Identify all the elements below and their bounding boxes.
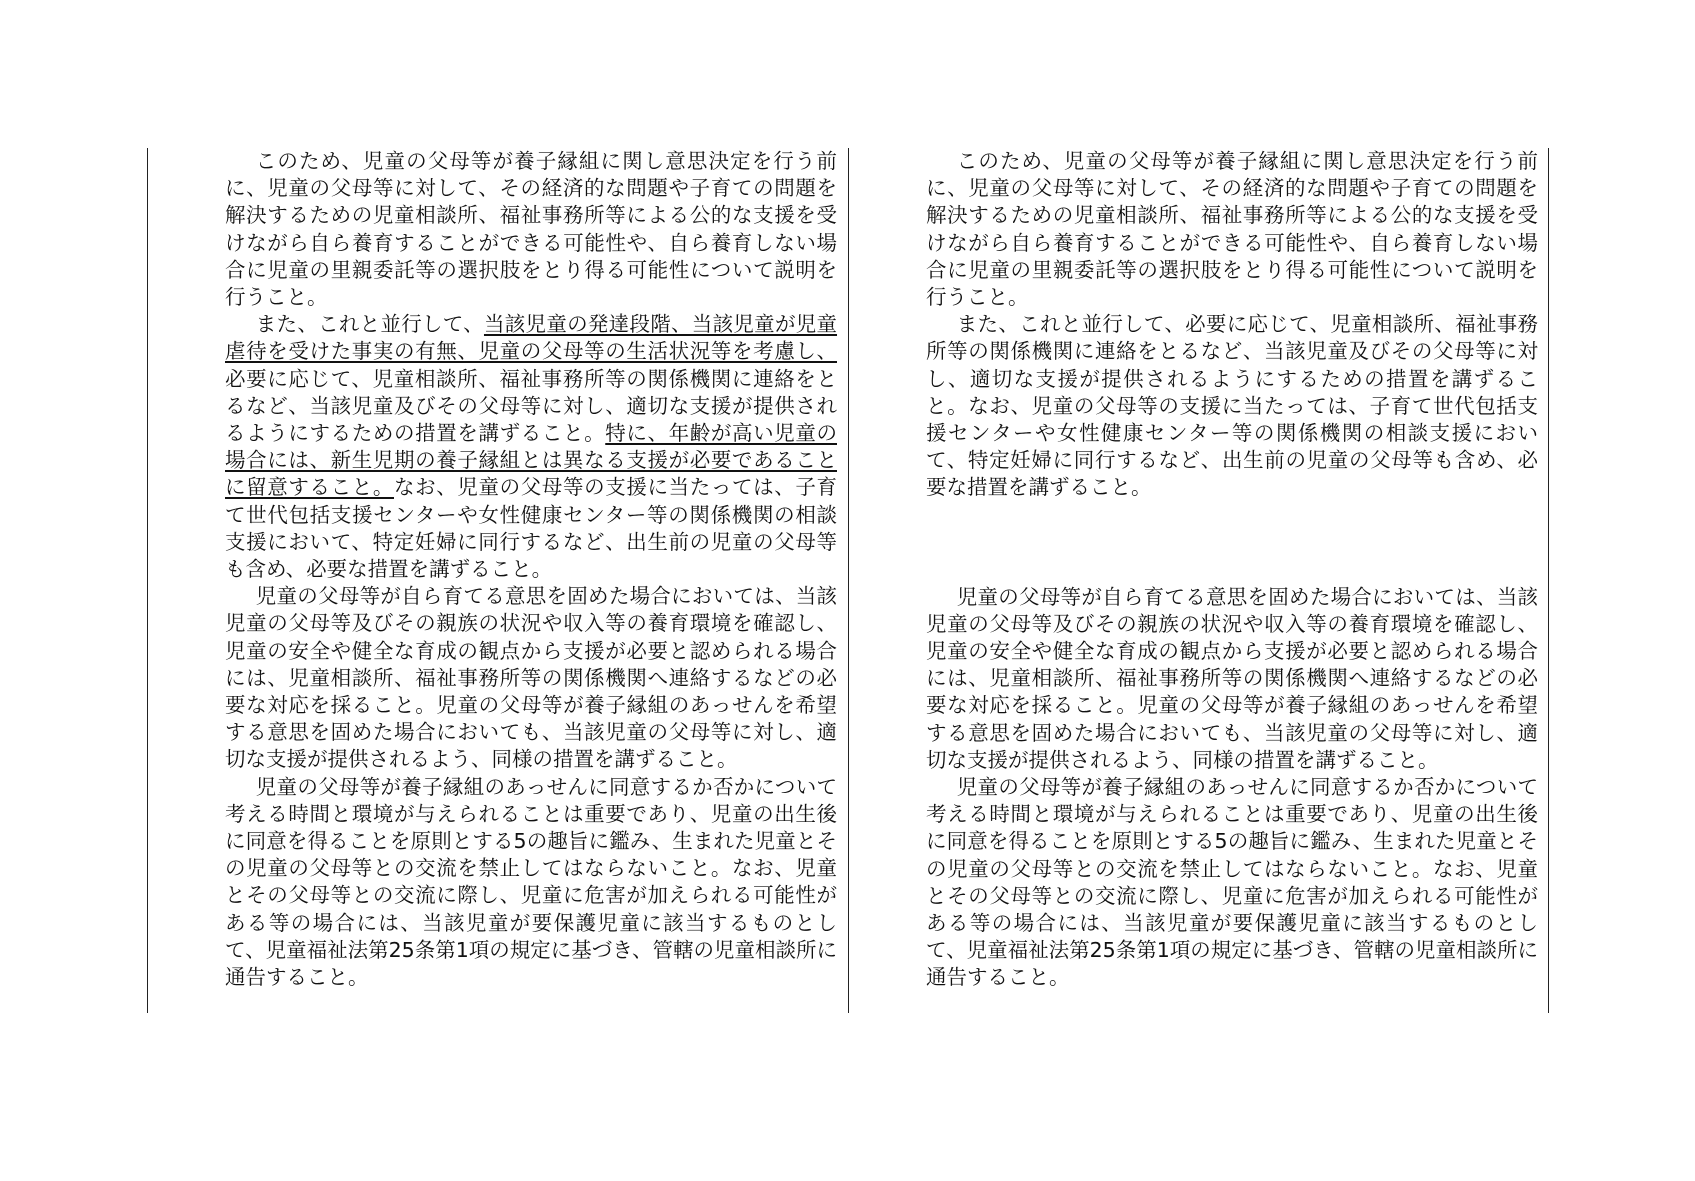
right-paragraph-1: このため、児童の父母等が養子縁組に関し意思決定を行う前に、児童の父母等に対して、その経済的な問題や子育ての問題を解決するための児童相談所、福祉事務所等による公的な支援を受けながら自ら養育することができる可能性や、自ら養育しない場合に児童の里親委託等の選択肢をとり得る可能性について説明を行うこと。 <box>926 149 1538 310</box>
left-p2-text-c: なお、児童の父母等の支援に当たっては、子育て世代包括支援センターや女性健康センター等の関係機関の相談支援において、特定妊婦に同行するなど、出生前の児童の父母等も含め、必要な措置を講ずること。 <box>225 475 837 582</box>
left-paragraph-3: 児童の父母等が自ら育てる意思を固めた場合においては、当該児童の父母等及びその親族の状況や収入等の養育環境を確認し、児童の安全や健全な育成の観点から支援が必要と認められる場合には、児童相談所、福祉事務所等の関係機関へ連絡するなどの必要な対応を採ること。児童の父母等が養子縁組のあっせんを希望する意思を固めた場合においても、当該児童の父母等に対し、適切な支援が提供されるよう、同様の措置を講ずること。 <box>225 584 837 772</box>
right-blank-space <box>926 502 1538 584</box>
left-p2-text-b: 必要に応じて、児童相談所、福祉事務所等の関係機関に連絡をとるなど、当該児童及びその父母等に対し、適切な支援が提供されるようにするための措置を講ずること。 <box>225 366 837 446</box>
revised-text-column <box>225 148 837 991</box>
right-paragraph-2: また、これと並行して、必要に応じて、児童相談所、福祉事務所等の関係機関に連絡をとるなど、当該児童及びその父母等に対し、適切な支援が提供されるようにするための措置を講ずること。なお、児童の父母等の支援に当たっては、子育て世代包括支援センターや女性健康センター等の関係機関の相談支援において、特定妊婦に同行するなど、出生前の児童の父母等も含め、必要な措置を講ずること。 <box>926 312 1538 500</box>
right-paragraph-4: 児童の父母等が養子縁組のあっせんに同意するか否かについて考える時間と環境が与えられることは重要であり、児童の出生後に同意を得ることを原則とする5の趣旨に鑑み、生まれた児童とその児童の父母等との交流を禁止してはならないこと。なお、児童とその父母等との交流に際し、児童に危害が加えられる可能性がある等の場合には、当該児童が要保護児童に該当するものとして、児童福祉法第25条第1項の規定に基づき、管轄の児童相談所に通告すること。 <box>926 775 1538 990</box>
left-paragraph-1: このため、児童の父母等が養子縁組に関し意思決定を行う前に、児童の父母等に対して、その経済的な問題や子育ての問題を解決するための児童相談所、福祉事務所等による公的な支援を受けながら自ら養育することができる可能性や、自ら養育しない場合に児童の里親委託等の選択肢をとり得る可能性について説明を行うこと。 <box>225 149 837 310</box>
right-paragraph-3: 児童の父母等が自ら育てる意思を固めた場合においては、当該児童の父母等及びその親族の状況や収入等の養育環境を確認し、児童の安全や健全な育成の観点から支援が必要と認められる場合には、児童相談所、福祉事務所等の関係機関へ連絡するなどの必要な対応を採ること。児童の父母等が養子縁組のあっせんを希望する意思を固めた場合においても、当該児童の父母等に対し、適切な支援が提供されるよう、同様の措置を講ずること。 <box>926 584 1538 772</box>
left-p2-underlined-2: 特に、年齢が高い児童の場合には、新生児期の養子縁組とは異なる支援が必要であることに留意すること。 <box>225 421 837 500</box>
right-outer-rule <box>1548 148 1549 1013</box>
left-p2-underlined-1: 当該児童の発達段階、当該児童が児童虐待を受けた事実の有無、児童の父母等の生活状況等を考慮し、 <box>225 312 838 364</box>
center-rule <box>848 148 849 1013</box>
current-text-column <box>926 148 1538 992</box>
left-outer-rule <box>147 148 148 1013</box>
left-p2-text-a: また、これと並行して、 <box>255 312 484 337</box>
left-paragraph-2 <box>225 311 837 583</box>
left-paragraph-4: 児童の父母等が養子縁組のあっせんに同意するか否かについて考える時間と環境が与えられることは重要であり、児童の出生後に同意を得ることを原則とする5の趣旨に鑑み、生まれた児童とその児童の父母等との交流を禁止してはならないこと。なお、児童とその父母等との交流に際し、児童に危害が加えられる可能性がある等の場合には、当該児童が要保護児童に該当するものとして、児童福祉法第25条第1項の規定に基づき、管轄の児童相談所に通告すること。 <box>225 774 837 990</box>
